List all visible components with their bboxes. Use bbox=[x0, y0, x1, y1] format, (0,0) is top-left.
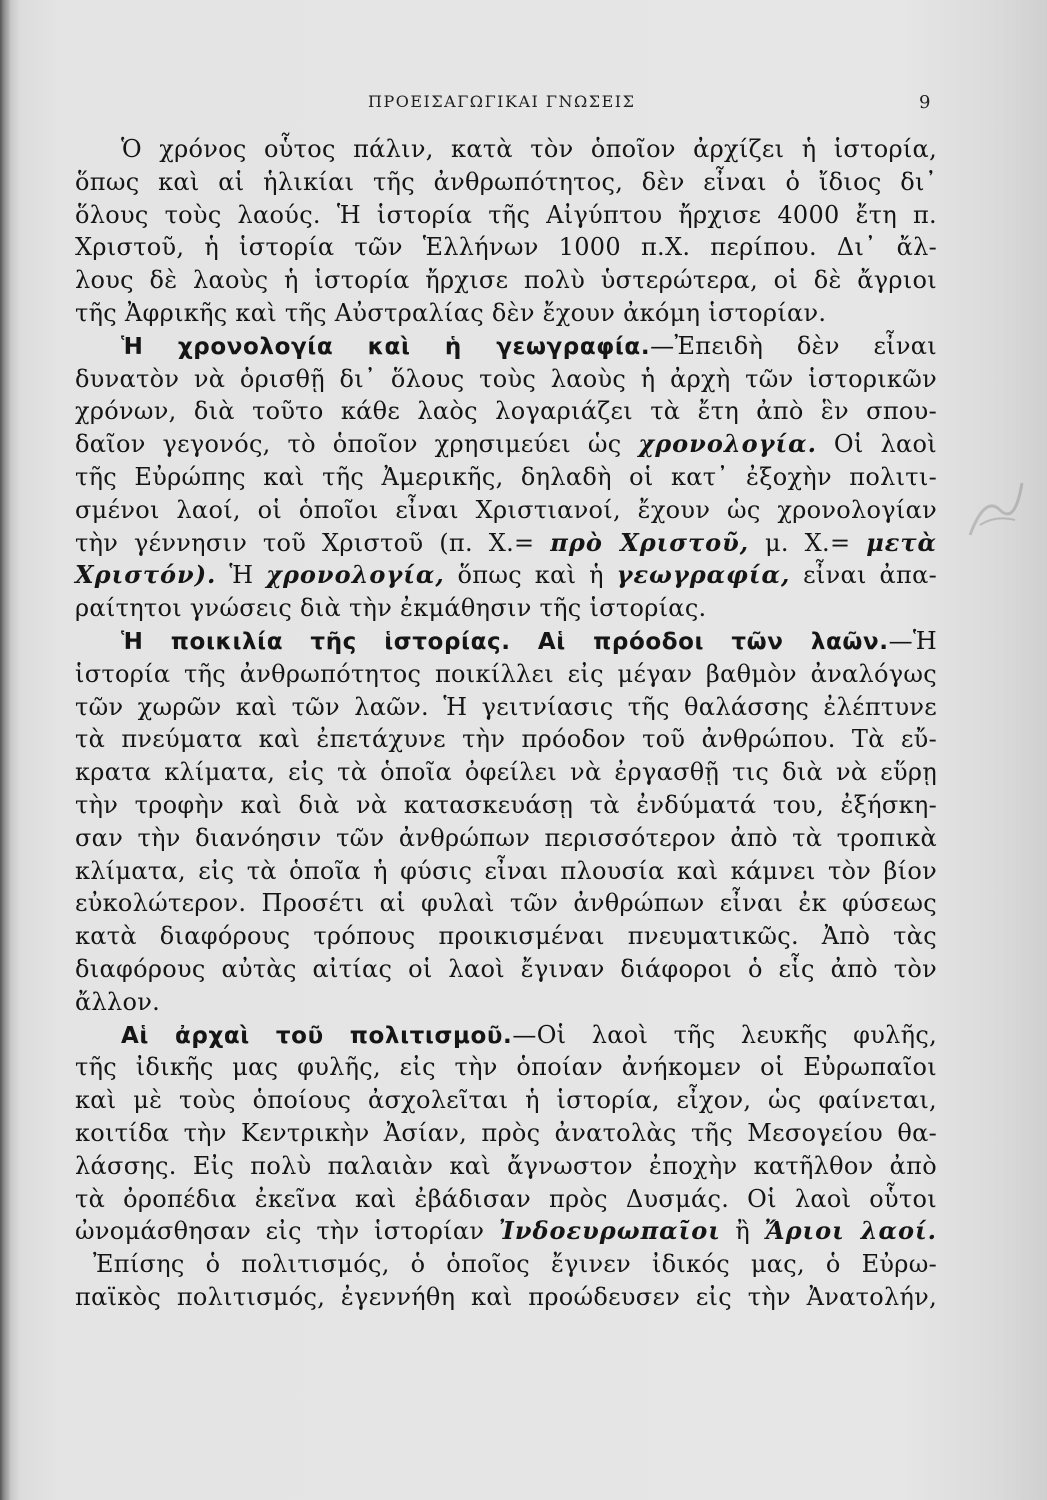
text-line: κρατα κλίματα, εἰς τὰ ὁποῖα ὀφείλει νὰ ἐργασθῇ τις διὰ νὰ εὕρῃ bbox=[75, 758, 937, 787]
book-spine-shadow bbox=[0, 0, 10, 1500]
text-span: Οἱ λαοὶ bbox=[816, 430, 937, 459]
emphasis: χρονολογία. bbox=[638, 429, 817, 459]
emphasis: Ἰνδοευρωπαῖοι bbox=[498, 1216, 721, 1246]
text-line: ὅπως καὶ αἱ ἡλικίαι τῆς ἀνθρωπότητος, δὲν εἶναι ὁ ἴδιος δι᾽ bbox=[75, 167, 937, 196]
text-span: ὅπως καὶ ἡ bbox=[444, 561, 617, 590]
emphasis: πρὸ Χριστοῦ, bbox=[550, 527, 750, 557]
text-line: σμένοι λαοί, οἱ ὁποῖοι εἶναι Χριστιανοί, ἔχουν ὡς χρονολογίαν bbox=[75, 495, 937, 524]
text-line: κοιτίδα τὴν Κεντρικὴν Ἀσίαν, πρὸς ἀνατολὰς τῆς Μεσογείου θα- bbox=[75, 1118, 937, 1147]
text-span: —Ἡ bbox=[888, 626, 937, 655]
text-line bbox=[75, 625, 937, 658]
text-line: ραίτητοι γνώσεις διὰ τὴν ἐκμάθησιν τῆς ἱστορίας. bbox=[75, 594, 707, 623]
text-line: ἱστορία τῆς ἀνθρωπότητος ποικίλλει εἰς μέγαν βαθμὸν ἀναλόγως bbox=[75, 659, 937, 688]
text-span: —Ἐπειδὴ δὲν εἶναι bbox=[650, 331, 937, 360]
section-heading-variety: Ἡ ποικιλία τῆς ἱστορίας. Αἱ πρόοδοι τῶν λαῶν. bbox=[121, 628, 889, 655]
text-span: εἶναι ἀπα- bbox=[790, 561, 937, 590]
text-line: εὐκολώτερον. Προσέτι αἱ φυλαὶ τῶν ἀνθρώπων εἶναι ἐκ φύσεως bbox=[75, 889, 937, 918]
body-text bbox=[75, 133, 937, 1314]
text-line bbox=[75, 428, 937, 461]
text-span: ἢ bbox=[720, 1217, 765, 1246]
text-line: κλίματα, εἰς τὰ ὁποῖα ἡ φύσις εἶναι πλουσία καὶ κάμνει τὸν βίον bbox=[75, 856, 937, 885]
text-line: τῆς Εὐρώπης καὶ τῆς Ἀμερικῆς, δηλαδὴ οἱ κατ᾽ ἐξοχὴν πολιτι- bbox=[75, 462, 937, 491]
emphasis: μετὰ bbox=[866, 527, 937, 557]
text-line: λους δὲ λαοὺς ἡ ἱστορία ἤρχισε πολὺ ὑστερώτερα, οἱ δὲ ἄγριοι bbox=[75, 266, 937, 295]
text-line bbox=[75, 559, 937, 592]
text-line: τῶν χωρῶν καὶ τῶν λαῶν. Ἡ γειτνίασις τῆς θαλάσσης ἐλέπτυνε bbox=[75, 692, 937, 721]
text-line: ὅλους τοὺς λαούς. Ἡ ἱστορία τῆς Αἰγύπτου ἤρχισε 4000 ἔτη π. bbox=[75, 200, 937, 229]
text-span: τὴν γέννησιν τοῦ Χριστοῦ (π. Χ.= bbox=[75, 528, 551, 557]
text-line: Ἐπίσης ὁ πολιτισμός, ὁ ὁποῖος ἔγινεν ἰδικός μας, ὁ Εὐρω- bbox=[93, 1250, 937, 1279]
emphasis: γεωγραφία, bbox=[616, 560, 791, 590]
text-line: Χριστοῦ, ἡ ἱστορία τῶν Ἑλλήνων 1000 π.Χ. περίπου. Δι᾽ ἄλ- bbox=[75, 233, 937, 262]
text-line bbox=[75, 527, 937, 560]
text-line: τῆς ἰδικῆς μας φυλῆς, εἰς τὴν ὁποίαν ἀνήκομεν οἱ Εὐρωπαῖοι bbox=[75, 1053, 937, 1082]
text-line: τὴν τροφὴν καὶ διὰ νὰ κατασκευάσῃ τὰ ἐνδύματά του, ἐξήσκη- bbox=[75, 790, 937, 819]
text-line: τὰ πνεύματα καὶ ἐπετάχυνε τὴν πρόοδον τοῦ ἀνθρώπου. Τὰ εὔ- bbox=[75, 725, 937, 754]
text-span: ὠνομάσθησαν εἰς τὴν ἱστορίαν bbox=[75, 1217, 499, 1246]
text-line: κατὰ διαφόρους τρόπους προικισμέναι πνευματικῶς. Ἀπὸ τὰς bbox=[75, 922, 937, 951]
emphasis: Ἄριοι λαοί. bbox=[764, 1216, 937, 1246]
text-line: Ὁ χρόνος οὗτος πάλιν, κατὰ τὸν ὁποῖον ἀρχίζει ἡ ἱστορία, bbox=[121, 135, 937, 163]
text-line: τῆς Ἀφρικῆς καὶ τῆς Αὐστραλίας δὲν ἔχουν ἀκόμη ἱστορίαν. bbox=[75, 298, 827, 327]
running-title: ΠΡΟΕΙΣΑΓΩΓΙΚΑΙ ΓΝΩΣΕΙΣ bbox=[368, 92, 636, 111]
text-line: ἄλλον. bbox=[75, 987, 161, 1016]
section-heading-civilization: Αἱ ἀρχαὶ τοῦ πολιτισμοῦ. bbox=[121, 1022, 513, 1049]
text-line: διαφόρους αὐτὰς αἰτίας οἱ λαοὶ ἔγιναν διάφοροι ὁ εἷς ἀπὸ τὸν bbox=[75, 954, 937, 983]
text-line: λάσσης. Εἰς πολὺ παλαιὰν καὶ ἄγνωστον ἐποχὴν κατῆλθον ἀπὸ bbox=[75, 1151, 937, 1180]
text-line: χρόνων, διὰ τοῦτο κάθε λαὸς λογαριάζει τὰ ἔτη ἀπὸ ἓν σπου- bbox=[75, 397, 937, 426]
text-line: καὶ μὲ τοὺς ὁποίους ἀσχολεῖται ἡ ἱστορία, εἶχον, ὡς φαίνεται, bbox=[75, 1086, 937, 1115]
text-line: παϊκὸς πολιτισμός, ἐγεννήθη καὶ προώδευσεν εἰς τὴν Ἀνατολήν, bbox=[75, 1282, 937, 1311]
emphasis: Χριστόν). bbox=[75, 560, 217, 590]
text-span: μ. Χ.= bbox=[749, 528, 867, 557]
faint-stamp-mark bbox=[960, 475, 1030, 545]
text-line bbox=[75, 1215, 937, 1248]
section-heading-chronology: Ἡ χρονολογία καὶ ἡ γεωγραφία. bbox=[121, 333, 651, 360]
text-span: Ἡ bbox=[216, 561, 267, 590]
text-line bbox=[75, 330, 937, 363]
text-line: σαν τὴν διανόησιν τῶν ἀνθρώπων περισσότερον ἀπὸ τὰ τροπικὰ bbox=[75, 823, 937, 852]
text-line bbox=[75, 1019, 937, 1052]
emphasis: χρονολογία, bbox=[266, 560, 445, 590]
text-span: —Οἱ λαοὶ τῆς λευκῆς φυλῆς, bbox=[512, 1020, 937, 1049]
text-line: τὰ ὀροπέδια ἐκεῖνα καὶ ἐβάδισαν πρὸς Δυσμάς. Οἱ λαοὶ οὗτοι bbox=[75, 1184, 937, 1213]
page-number: 9 bbox=[919, 92, 931, 113]
text-span: δαῖον γεγονός, τὸ ὁποῖον χρησιμεύει ὡς bbox=[75, 430, 639, 459]
text-line: δυνατὸν νὰ ὁρισθῇ δι᾽ ὅλους τοὺς λαοὺς ἡ ἀρχὴ τῶν ἱστορικῶν bbox=[75, 364, 937, 393]
